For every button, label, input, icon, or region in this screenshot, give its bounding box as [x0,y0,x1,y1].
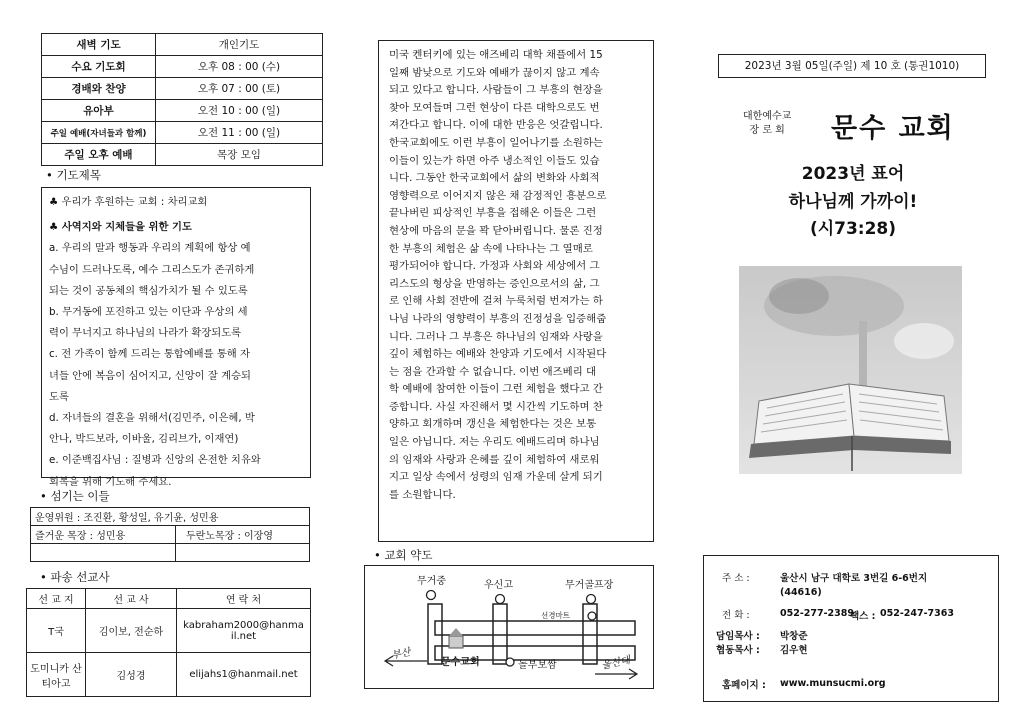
map-label-mart: 선경마트 [541,611,570,620]
map-label-ulsan: 울산대 [600,655,632,672]
schedule-time: 개인기도 [156,34,323,56]
prayer-line: a. 우리의 말과 행동과 우리의 계획에 항상 예 [49,242,251,255]
missionary-header: 선 교 사 [86,589,177,609]
essay-line: 지고 일상 속에서 성령의 임재 가운데 살게 되기 [389,471,603,484]
map-label-busan: 부산 [390,647,412,662]
map-label-restaurant: 놀부보쌈 [518,660,557,671]
mission-field-header: 선 교 지 [27,589,86,609]
essay-line: 영향력으로 이어지지 않은 채 감정적인 흥분으로 [389,189,607,202]
essay-line: 를 소원합니다. [389,488,456,501]
road [435,621,635,635]
prayer-line: 녀들 안에 복음이 심어지고, 신앙이 잘 계승되 [49,369,251,382]
essay-line: 양하고 회개하며 갱신을 체험한다는 것은 보통 [389,418,597,431]
essay-line: 되고 있다고 합니다. 사람들이 그 부흥의 현장을 [389,84,603,97]
essay-line: 나님 나라의 영향력이 부흥의 진정성을 입증해줍 [389,312,607,325]
prayer-heading: • 기도제목 [46,168,101,182]
servers-heading: • 섬기는 이들 [40,489,110,503]
senior-pastor: 박창준 [780,631,808,642]
essay-line: 니다. 그러나 그 부흥은 하나님의 임재와 사랑을 [389,330,603,343]
prayer-line: c. 전 가족이 함께 드리는 통합예배를 통해 자 [49,348,250,361]
essay-line: 의 임재와 사랑과 은혜를 깊이 체험하여 새로워 [389,453,600,466]
church-name: 문수 교회 [831,113,955,144]
schedule-time: 오후 08 : 00 (수) [156,56,323,78]
bible-photo [739,266,962,474]
joy-cell-pastor: 즐거운 목장 : 성민용 [31,526,176,544]
denomination-line-1: 대한예수교 [743,111,792,122]
schedule-time: 오전 10 : 00 (일) [156,100,323,122]
missionary-contact: kabraham2000@hanmail.net [177,609,311,653]
church-icon [449,628,463,648]
essay-line: 일은 아닙니다. 저는 우리도 예배드리며 하나님 [389,436,600,449]
missionary-name: 김이보, 전순하 [86,609,177,653]
phone: 052-277-2389 [780,608,854,619]
phone-label: 전 화 : [722,610,750,621]
missionaries-table [26,588,311,697]
denomination [743,110,791,138]
restaurant-marker [506,658,514,666]
address-label: 주 소 : [722,573,750,584]
prayer-line: 되는 것이 공동체의 핵심가치가 될 수 있도록 [49,284,248,297]
senior-pastor-label: 담임목사 : [716,631,760,642]
map-heading: • 교회 약도 [374,548,433,562]
essay-line: 리스도의 형상을 반영하는 증인으로서의 삶, 그 [389,277,600,290]
schedule-name: 새벽 기도 [42,34,156,56]
mission-place: 도미니카 산티아고 [27,653,86,697]
schedule-name: 수요 기도회 [42,56,156,78]
issue-info: 2023년 3월 05일(주일) 제 10 호 (통권1010) [718,54,986,78]
schedule-name: 주일 예배(자녀들과 함께) [42,122,156,144]
arrow-right-icon [595,669,637,679]
essay-line: 일째 밤낮으로 기도와 예배가 끊이지 않고 계속 [389,66,600,79]
essay-line: 니다. 그동안 한국교회에서 삶의 변화와 사회적 [389,172,600,185]
prayer-line: 회복을 위해 기도해 주세요. [49,475,172,488]
motto-verse: (시73:28) [809,219,897,239]
schedule-time: 오전 11 : 00 (일) [156,122,323,144]
map-label-church: 문수교회 [441,657,480,668]
prayer-line: b. 무거동에 포진하고 있는 이단과 우상의 세 [49,306,248,319]
contact-header: 연 락 처 [177,589,311,609]
schedule-name: 유아부 [42,100,156,122]
fax: 052-247-7363 [880,608,954,619]
essay-line: 끝나버린 피상적인 부흥을 접해온 이들은 그런 [389,207,597,220]
open-bible-image [739,266,962,474]
prayer-line: 안나, 박드보라, 이바울, 김리브가, 이재연) [49,433,239,446]
worship-schedule-table [41,33,323,166]
homepage-link[interactable]: www.munsucmi.org [780,678,886,689]
schedule-time: 목장 모임 [156,144,323,166]
essay-line: 깊이 체험하는 예배와 찬양과 기도에서 시작된다 [389,348,607,361]
committee-members: 운영위원 : 조진환, 황성일, 유기윤, 성민용 [31,508,310,526]
pastoral-essay-box [378,40,654,542]
essay-line: 미국 켄터키에 있는 애즈베리 대학 채플에서 15 [389,49,603,61]
motto-title: 2023년 표어 [801,164,905,184]
address: 울산시 남구 대학로 3번길 6-6번지 [780,573,928,584]
prayer-line: e. 이준백집사님 : 질병과 신앙의 온전한 치유와 [49,454,261,467]
prayer-subheading: ♣ 사역지와 지체들을 위한 기도 [49,221,192,234]
sponsor-church: ♣ 우리가 후원하는 교회 : 차리교회 [49,196,208,208]
assoc-pastor-label: 협동목사 : [716,645,760,656]
golf-marker [587,595,596,604]
missionary-contact: elijahs1@hanmail.net [177,653,311,697]
duran-cell-pastor: 두란노목장 : 이장영 [176,526,310,544]
prayer-line: 수님이 드러나도록, 예수 그리스도가 존귀하게 [49,263,255,276]
motto-text: 하나님께 가까이! [788,192,918,212]
prayer-line: d. 자녀들의 결혼을 위해서(김민주, 이은혜, 박 [49,412,255,425]
assoc-pastor: 김우현 [780,645,808,656]
fax-label: 팩스 : [850,611,876,622]
schedule-row [42,144,323,166]
mission-place: T국 [27,609,86,653]
servers-table [30,507,310,562]
essay-line: 져간다고 합니다. 이에 대한 반응은 엇갈립니다. [389,119,603,132]
schedule-row [42,78,323,100]
empty-cell [31,544,176,562]
schedule-row [42,100,323,122]
essay-line: 현상에 마음의 문을 꽉 닫아버립니다. 물론 진정 [389,224,603,237]
schedule-name: 주일 오후 예배 [42,144,156,166]
essay-line: 한 부흥의 체험은 삶 속에 나타나는 그 열매로 [389,242,593,255]
pastoral-essay [389,47,645,504]
mugeojung-marker [427,591,436,600]
essay-line: 이들이 있는가 하면 아주 냉소적인 이들도 있습 [389,154,600,167]
prayer-line: 력이 무너지고 하나님의 나라가 확장되도록 [49,327,242,340]
schedule-row [42,56,323,78]
missionaries-heading: • 파송 선교사 [40,570,110,584]
prayer-box [41,187,311,488]
schedule-row [42,122,323,144]
missionary-name: 김성경 [86,653,177,697]
essay-line: 평가되어야 합니다. 가정과 사회와 세상에서 그 [389,260,600,273]
denomination-line-2: 장 로 회 [749,125,785,136]
church-info-box [703,555,999,702]
church-map [364,565,654,689]
essay-line: 한국교회에도 이런 부흥이 일어나기를 소원하는 [389,136,603,149]
schedule-row [42,34,323,56]
essay-line: 는 점을 간과할 수 없습니다. 이번 애즈베리 대 [389,365,597,378]
schedule-name: 경배와 찬양 [42,78,156,100]
homepage-label: 홈페이지 : [722,680,766,691]
mart-marker [588,612,596,620]
usingo-marker [496,595,505,604]
schedule-time: 오후 07 : 00 (토) [156,78,323,100]
zip-code: (44616) [780,587,822,598]
prayer-line: 도록 [49,390,69,403]
essay-line: 로 인해 사회 전반에 걸쳐 누룩처럼 번져가는 하 [389,295,603,308]
empty-cell [176,544,310,562]
road [493,604,507,664]
essay-line: 증합니다. 사실 자진해서 몇 시간씩 기도하며 찬 [389,400,603,413]
prayer-list [49,238,310,492]
essay-line: 찾아 모여들며 그런 현상이 다른 대학으로도 번 [389,101,600,114]
map-label-usingo: 우신고 [484,580,513,591]
essay-line: 학 예배에 참여한 이들이 그런 체험을 했다고 간 [389,383,603,396]
map-label-mugeojung: 무거중 [417,576,446,587]
map-label-golf: 무거골프장 [565,580,614,591]
